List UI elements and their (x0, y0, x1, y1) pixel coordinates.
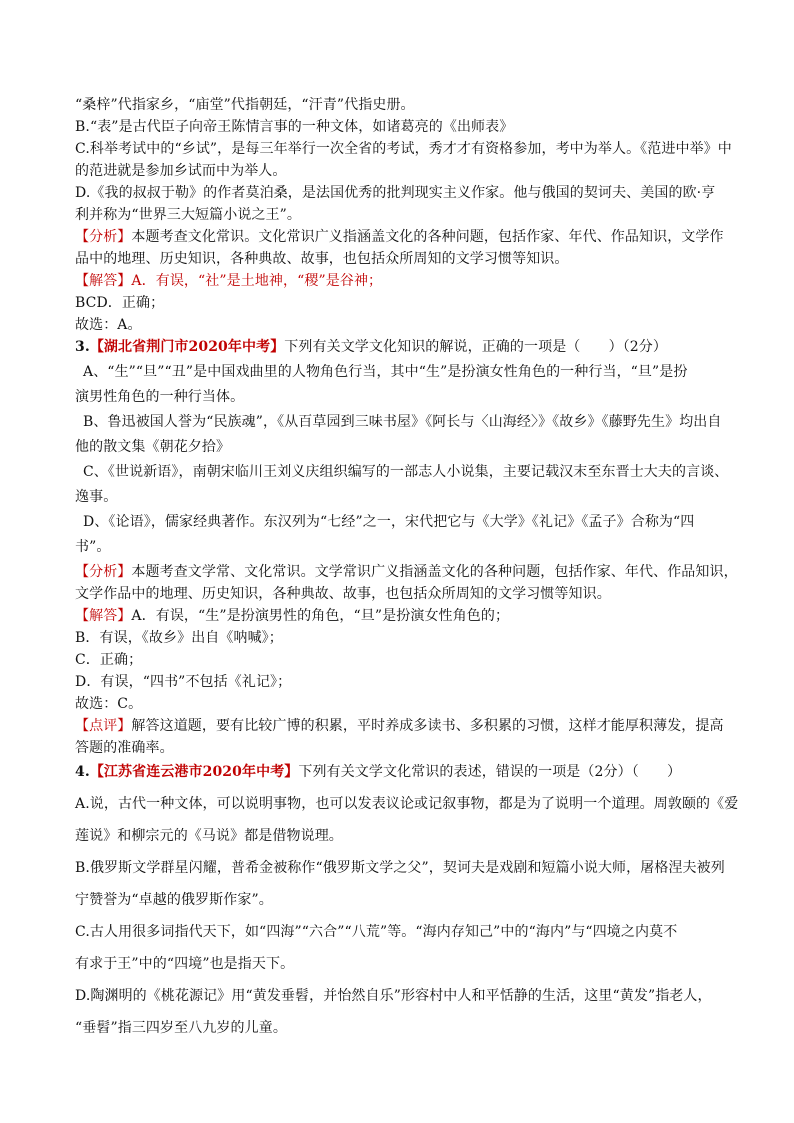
q4-option-a-cont: 莲说》和柳宗元的《马说》都是借物说理。 (75, 828, 343, 844)
q3-option-a-cont: 演男性角色的一种行当体。 (75, 389, 245, 405)
q4-option-c-cont: 有求于王”中的“四境”也是指天下。 (75, 956, 295, 972)
q4-option-c: C.古人用很多词指代天下，如“四海”“六合”“八荒”等。“海内存知己”中的“海内”与“四境之内莫不 (75, 924, 678, 940)
q3-option-b-cont: 他的散文集《朝花夕拾》 (75, 439, 231, 455)
q3-comment (75, 715, 735, 737)
option-c: C.科举考试中的“乡试”，是每三年举行一次全省的考试，秀才才有资格参加，考中为举人。《范进中举》中 (75, 141, 732, 157)
q3-answer-d: D．有误，“四书”不包括《礼记》； (75, 674, 292, 690)
answer-choice: 故选：A。 (75, 317, 142, 333)
analysis-text: 本题考查文学常、文化常识。文学常识广义指涵盖文化的各种问题，包括作家、年代、作品知识， (131, 564, 738, 580)
q3-option-a: A、“生”“旦”“丑”是中国戏曲里的人物角色行当，其中“生”是扮演女性角色的一种行当，“旦”是扮 (83, 364, 688, 380)
answer-text: A．有误，“社”是土地神，“稷”是谷神； (131, 273, 383, 289)
option-b: B.“表”是古代臣子向帝王陈情言事的一种文体，如诸葛亮的《出师表》 (75, 119, 514, 135)
question-source: 【湖北省荆门市2020年中考】 (89, 339, 285, 355)
answer-tag: 【解答】 (75, 608, 132, 624)
q3-option-c: C、《世说新语》，南朝宋临川王刘义庆组织编写的一部志人小说集，主要记载汉末至东晋士大夫的言谈、 (83, 464, 729, 480)
comment-tag: 【点评】 (75, 718, 132, 734)
q4-option-b-cont: 宁赞誉为“卓越的俄罗斯作家”。 (75, 892, 273, 908)
question-number: 3. (75, 339, 90, 355)
question-number: 4. (75, 764, 90, 780)
q4-option-d: D.陶渊明的《桃花源记》用“黄发垂髫，并怡然自乐”形容村中人和平恬静的生活，这里“黄发”指老人， (75, 988, 712, 1004)
option-c-cont: 的范进就是参加乡试而中为举人。 (75, 163, 287, 179)
question-text: 下列有关文学文化常识的表述，错误的一项是（2分）（ ） (298, 764, 682, 780)
q3-option-d: D、《论语》，儒家经典著作。东汉列为“七经”之一，宋代把它与《大学》《礼记》《孟子》合称为“四 (83, 514, 695, 530)
question-3-stem (75, 336, 735, 358)
question-source: 【江苏省连云港市2020年中考】 (89, 764, 299, 780)
analysis (75, 226, 735, 248)
analysis-tag: 【分析】 (75, 564, 132, 580)
q3-answer-b: B．有误，《故乡》出自《呐喊》； (75, 630, 283, 646)
q4-option-a: A.说，古代一种文体，可以说明事物，也可以发表议论或记叙事物，都是为了说明一个道理。周敦颐的《爱 (75, 796, 739, 812)
q4-option-d-cont: “垂髫”指三四岁至八九岁的儿童。 (75, 1020, 287, 1036)
question-4-stem (75, 761, 735, 783)
q3-comment-cont: 答题的准确率。 (75, 740, 174, 756)
q3-answer (75, 605, 735, 627)
q3-answer-choice: 故选：C。 (75, 696, 143, 712)
q3-option-c-cont: 逸事。 (75, 489, 118, 505)
question-text: 下列有关文学文化知识的解说，正确的一项是（ ）（2分） (284, 339, 668, 355)
option-d-cont: 利并称为“世界三大短篇小说之王”。 (75, 207, 302, 223)
answer-tag: 【解答】 (75, 273, 132, 289)
analysis-tag: 【分析】 (75, 229, 132, 245)
analysis-cont: 品中的地理、历史知识，各种典故、故事，也包括众所周知的文学习惯等知识。 (75, 251, 569, 267)
option-d: D.《我的叔叔于勒》的作者莫泊桑，是法国优秀的批判现实主义作家。他与俄国的契诃夫、美国的欧·亨 (75, 185, 716, 201)
q4-option-b: B.俄罗斯文学群星闪耀，普希金被称作“俄罗斯文学之父”，契诃夫是戏剧和短篇小说大师，屠格涅夫被列 (75, 860, 725, 876)
answer (75, 270, 735, 292)
answer-text: A．有误，“生”是扮演男性的角色，“旦”是扮演女性角色的； (131, 608, 510, 624)
answer-line: BCD．正确； (75, 295, 165, 311)
q3-analysis-cont: 文学作品中的地理、历史知识，各种典故、故事，也包括众所周知的文学习惯等知识。 (75, 586, 611, 602)
text-line: “桑梓”代指家乡，“庙堂”代指朝廷，“汗青”代指史册。 (75, 97, 415, 113)
q3-option-b: B、鲁迅被国人誉为“民族魂”，《从百草园到三味书屋》《阿长与〈山海经〉》《故乡》《藤野先生》均出自 (83, 414, 722, 430)
comment-text: 解答这道题，要有比较广博的积累，平时养成多读书、多积累的习惯，这样才能厚积薄发，提高 (131, 718, 724, 734)
q3-analysis (75, 561, 738, 583)
analysis-text: 本题考查文化常识。文化常识广义指涵盖文化的各种问题，包括作家、年代、作品知识，文学作 (131, 229, 724, 245)
q3-answer-c: C．正确； (75, 652, 143, 668)
q3-option-d-cont: 书”。 (75, 539, 111, 555)
